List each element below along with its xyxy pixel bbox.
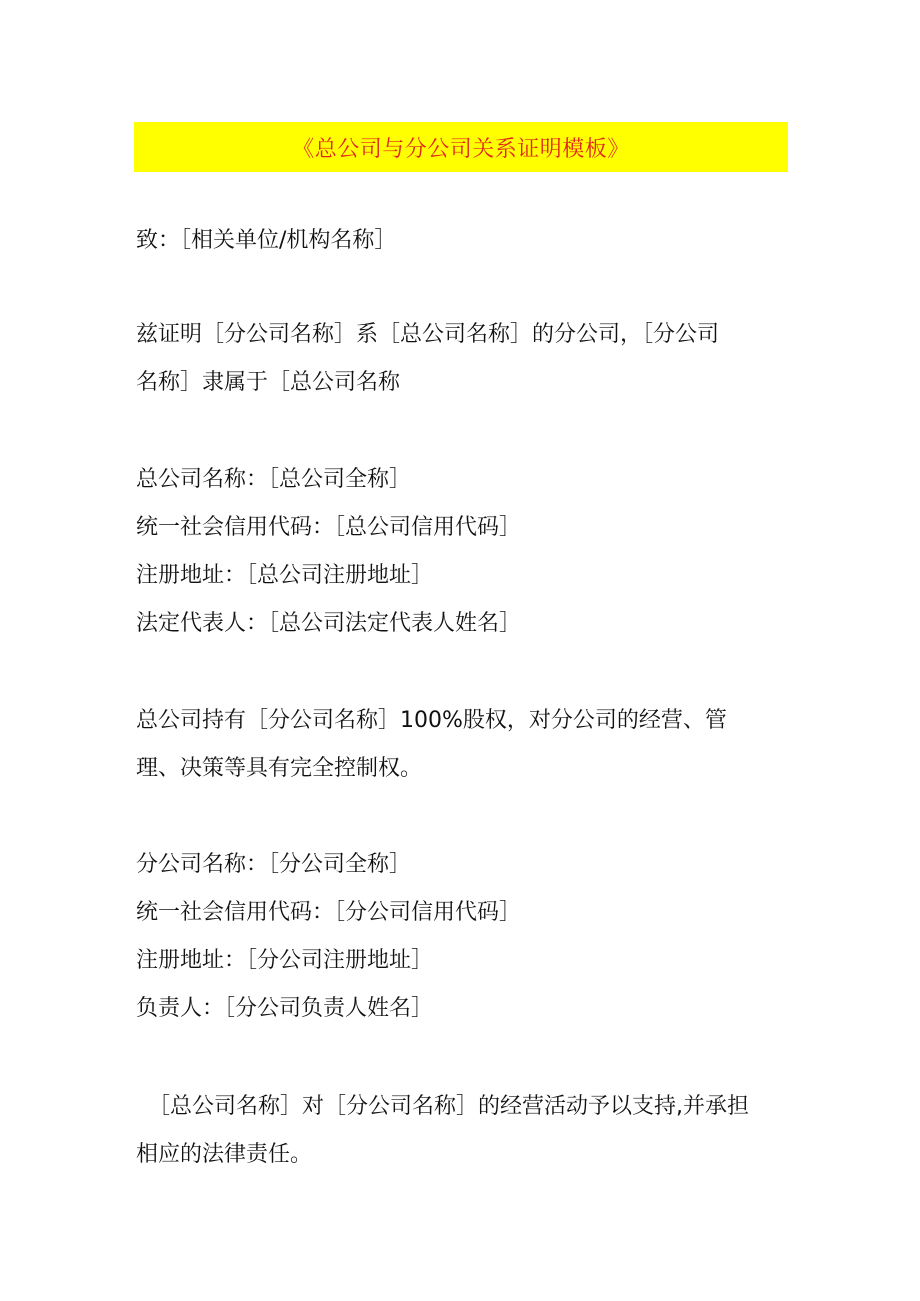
intro-line-1: 兹证明［分公司名称］系［总公司名称］的分公司，［分公司 (136, 322, 720, 347)
support-paragraph (136, 1083, 776, 1179)
title-highlight (134, 122, 788, 172)
branch-address: 注册地址：［分公司注册地址］ (136, 948, 434, 973)
document-title: 《总公司与分公司关系证明模板》 (292, 136, 630, 162)
head-office-name: 总公司名称：［总公司全称］ (136, 467, 412, 492)
head-office-address: 注册地址：［总公司注册地址］ (136, 563, 434, 588)
ownership-line-2: 理、决策等具有完全控制权。 (136, 756, 423, 781)
ownership-line-1: 总公司持有［分公司名称］100%股权，对分公司的经营、管 (136, 708, 727, 733)
ownership-paragraph (136, 697, 776, 793)
support-line-2: 相应的法律责任。 (136, 1142, 313, 1167)
head-office-credit-code: 统一社会信用代码：［总公司信用代码］ (136, 515, 522, 540)
branch-name: 分公司名称：［分公司全称］ (136, 852, 412, 877)
intro-paragraph (136, 311, 776, 407)
head-office-info (136, 456, 776, 648)
addressee-line (136, 217, 776, 265)
addressee-text: 致：［相关单位/机构名称］ (136, 228, 397, 253)
intro-line-2: 名称］隶属于［总公司名称 (136, 370, 401, 395)
branch-credit-code: 统一社会信用代码：［分公司信用代码］ (136, 900, 522, 925)
support-line-1: ［总公司名称］对［分公司名称］的经营活动予以支持,并承担 (148, 1094, 749, 1119)
branch-info (136, 841, 776, 1033)
head-office-legal-rep: 法定代表人：［总公司法定代表人姓名］ (136, 611, 522, 636)
branch-person-in-charge: 负责人：［分公司负责人姓名］ (136, 996, 434, 1021)
